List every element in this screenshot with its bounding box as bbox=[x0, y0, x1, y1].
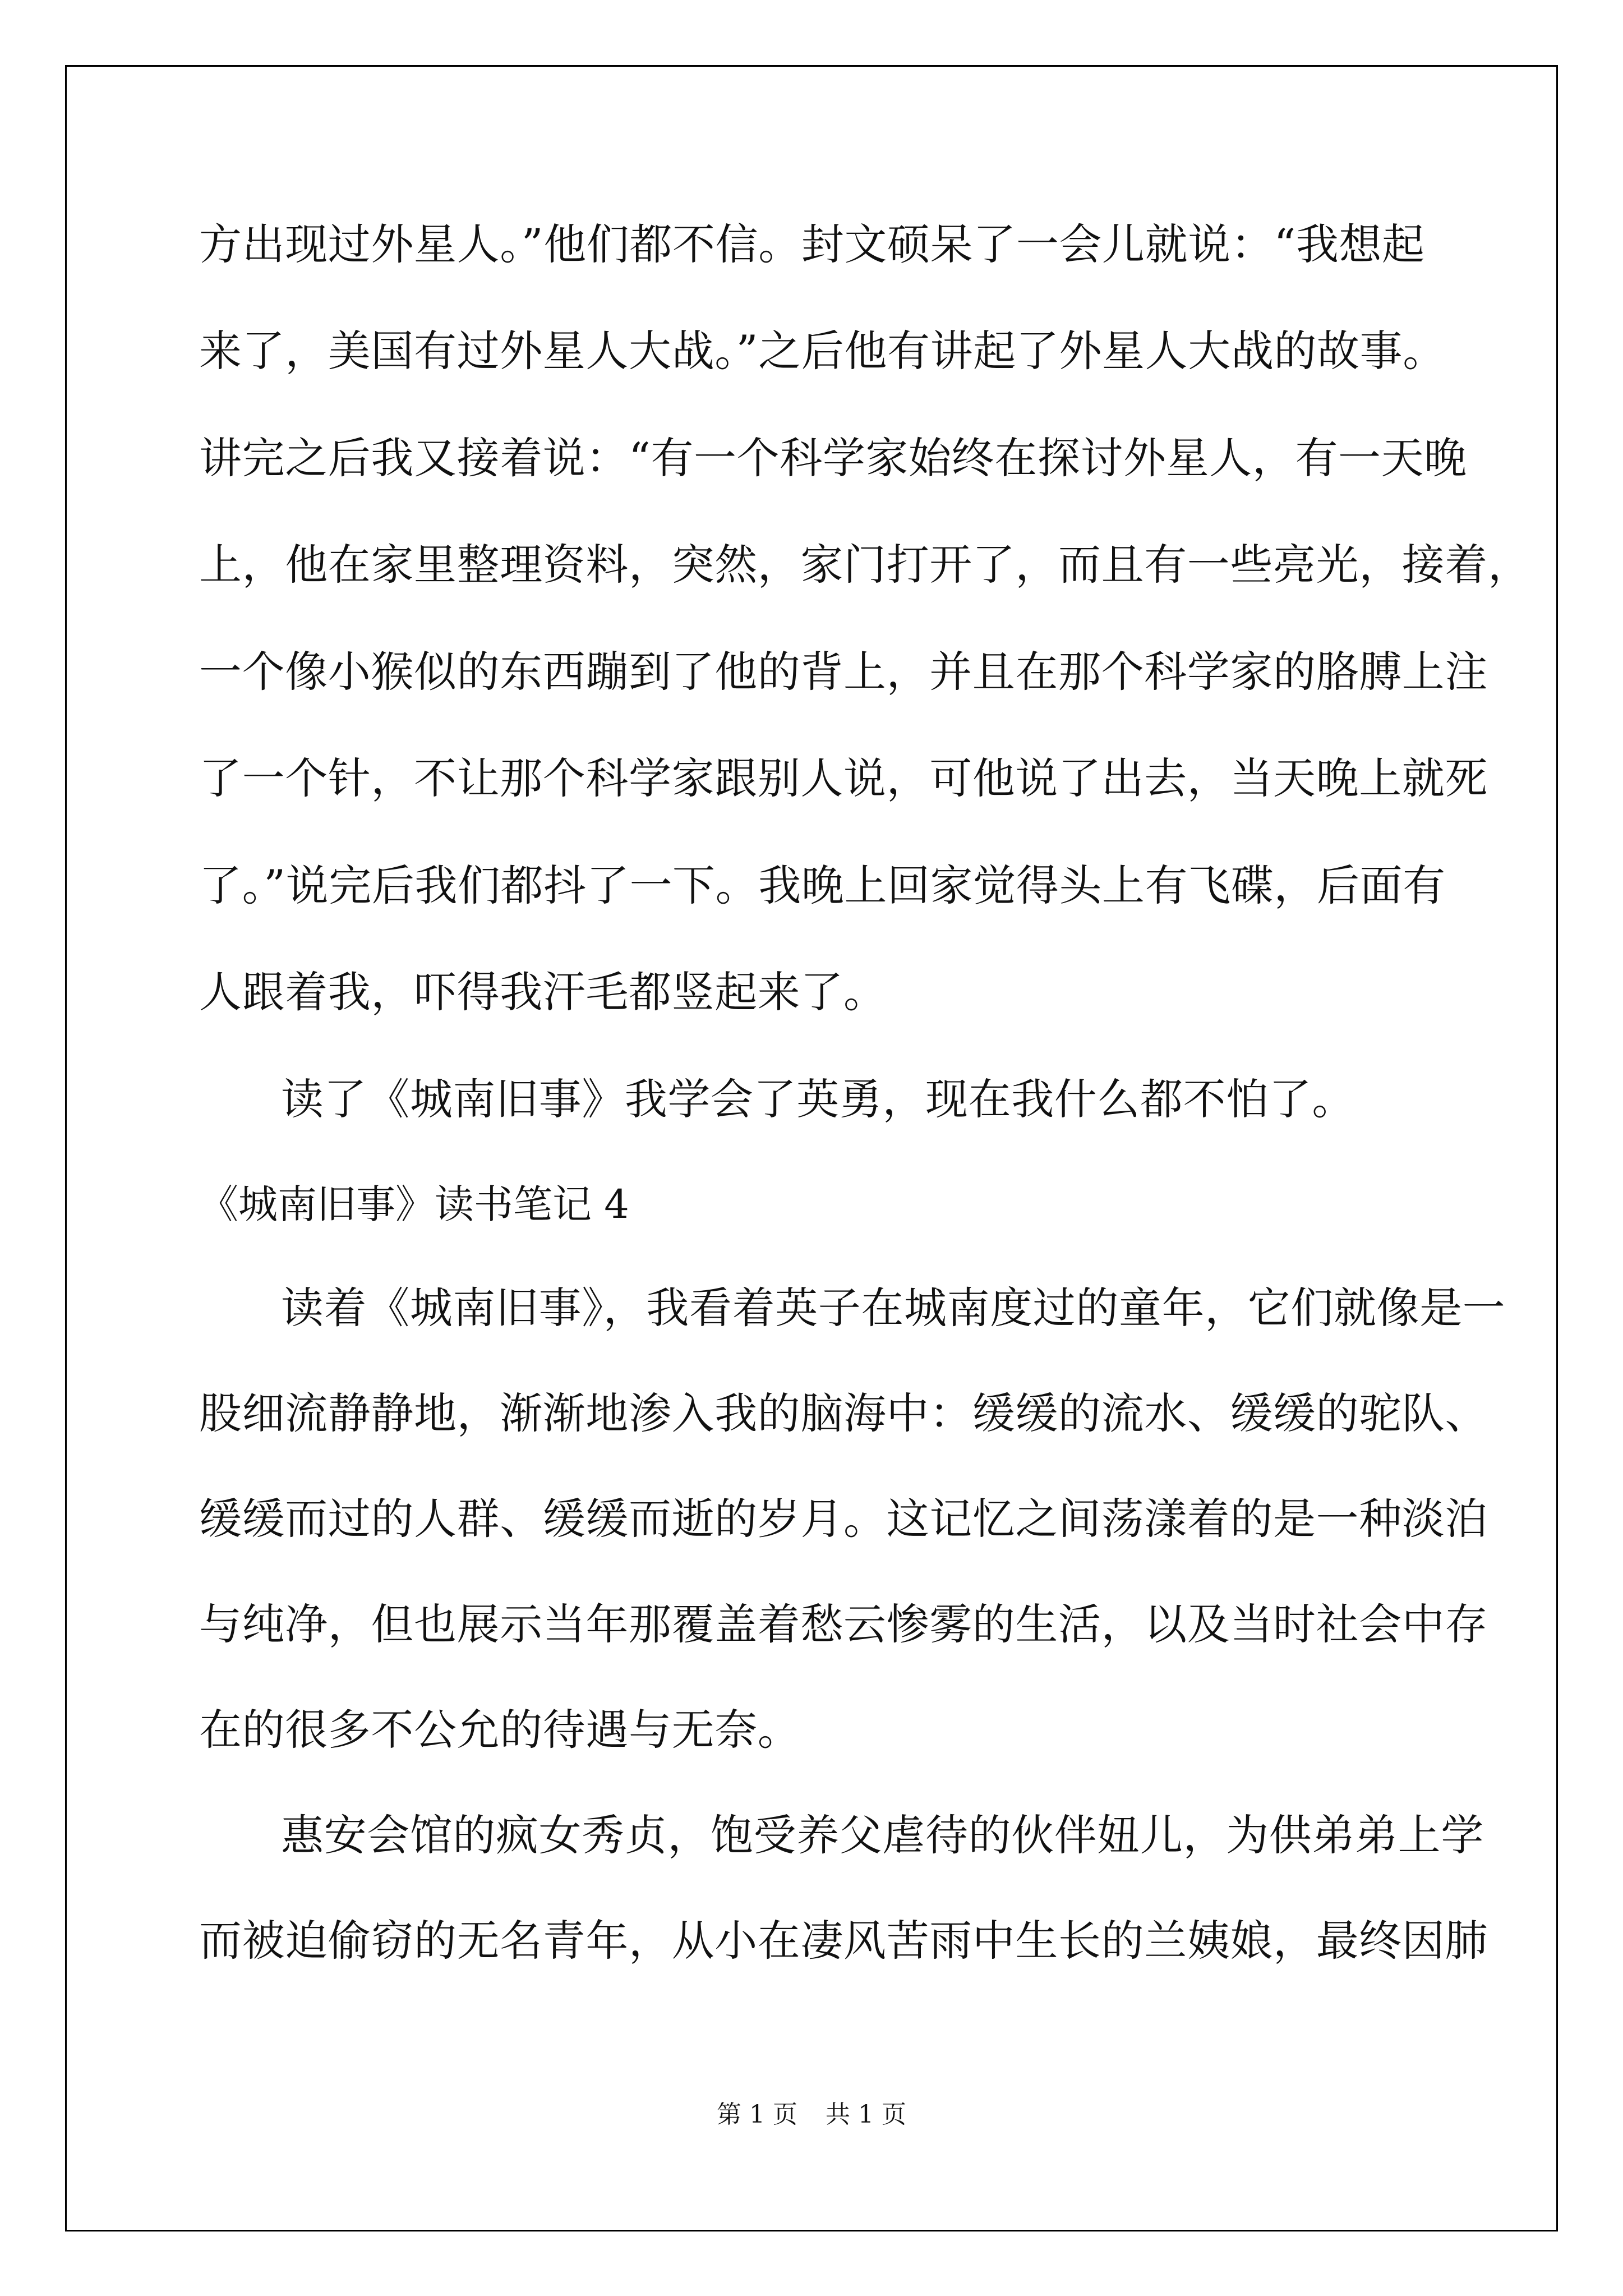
text-line: 而被迫偷窃的无名青年，从小在凄风苦雨中生长的兰姨娘，最终因肺 bbox=[199, 1916, 1488, 1966]
text-line: 在的很多不公允的待遇与无奈。 bbox=[199, 1705, 801, 1755]
text-line: 上，他在家里整理资料，突然，家门打开了，而且有一些亮光，接着， bbox=[199, 540, 1531, 590]
paragraph-first-line: 读了《城南旧事》我学会了英勇，现在我什么都不怕了。 bbox=[281, 1074, 1355, 1124]
paragraph-first-line: 惠安会馆的疯女秀贞，饱受养父虐待的伙伴妞儿，为供弟弟上学 bbox=[281, 1810, 1484, 1860]
text-line: 了。”说完后我们都抖了一下。我晚上回家觉得头上有飞碟，后面有 bbox=[199, 861, 1446, 910]
page-footer bbox=[0, 2098, 1623, 2132]
text-line: 讲完之后我又接着说：“有一个科学家始终在探讨外星人，有一天晚 bbox=[199, 433, 1467, 483]
page-number: 第 1 页 bbox=[717, 2100, 797, 2129]
section-heading: 《城南旧事》读书笔记 4 bbox=[199, 1181, 629, 1227]
text-line: 方出现过外星人。”他们都不信。封文硕呆了一会儿就说：“我想起 bbox=[199, 219, 1425, 269]
page-total: 共 1 页 bbox=[826, 2100, 906, 2129]
text-line: 人跟着我，吓得我汗毛都竖起来了。 bbox=[199, 967, 887, 1017]
text-line: 来了，美国有过外星人大战。”之后他有讲起了外星人大战的故事。 bbox=[199, 326, 1446, 376]
text-line: 缓缓而过的人群、缓缓而逝的岁月。这记忆之间荡漾着的是一种淡泊 bbox=[199, 1494, 1488, 1544]
text-line: 与纯净，但也展示当年那覆盖着愁云惨雾的生活，以及当时社会中存 bbox=[199, 1599, 1488, 1649]
paragraph-first-line: 读着《城南旧事》，我看着英子在城南度过的童年，它们就像是一 bbox=[281, 1283, 1506, 1333]
page-border bbox=[65, 65, 1558, 2231]
text-line: 了一个针，不让那个科学家跟别人说，可他说了出去，当天晚上就死 bbox=[199, 753, 1488, 803]
text-line: 股细流静静地，渐渐地渗入我的脑海中：缓缓的流水、缓缓的驼队、 bbox=[199, 1388, 1488, 1438]
text-line: 一个像小猴似的东西蹦到了他的背上，并且在那个科学家的胳膊上注 bbox=[199, 647, 1488, 697]
